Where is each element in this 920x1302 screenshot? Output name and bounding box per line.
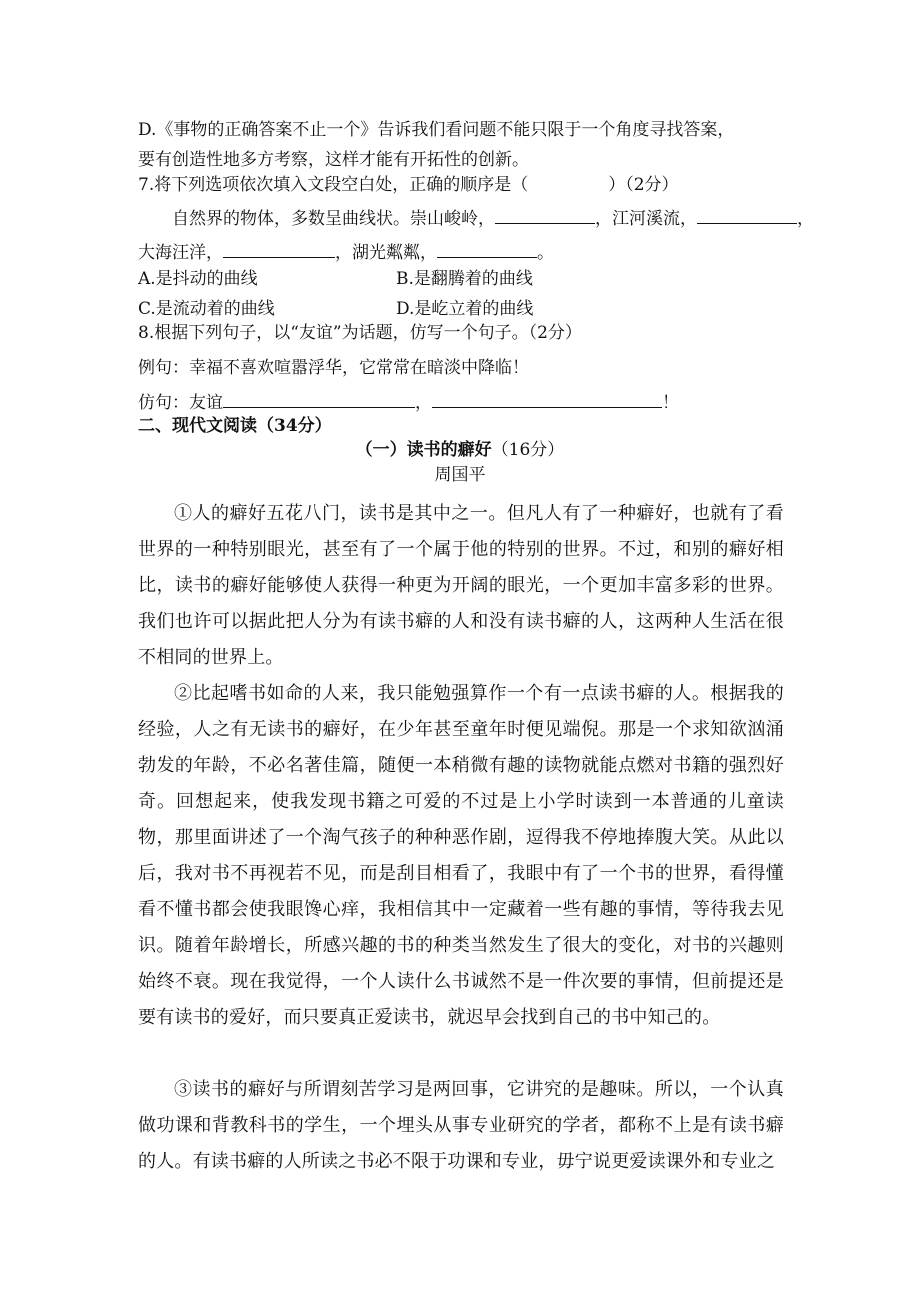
- q7-passage-line2: [138, 240, 788, 265]
- q8-imitation-end: ！: [662, 393, 679, 413]
- q8-imitation: [138, 390, 788, 415]
- q7-option-b: B.是翻腾着的曲线: [396, 269, 533, 289]
- article-paragraph-3: ③读书的癖好与所谓刻苦学习是两回事，它讲究的是趣味。所以，一个认真做功课和背教科书的学生，一个埋头从事专业研究的学者，都称不上是有读书癖的人。有读书癖的人所读之书必不限于功课和专业，毋宁说更爱读课外和专业之: [138, 1079, 784, 1172]
- q7-passage-part1: 自然界的物体，多数呈曲线状。崇山峻岭，: [172, 209, 495, 229]
- article-title: [0, 438, 920, 462]
- q7-passage-part5: ，湖光粼粼，: [335, 243, 437, 263]
- q7-passage-part3: ，: [797, 209, 814, 229]
- q7-option-d: D.是屹立着的曲线: [396, 299, 534, 319]
- q7-stem: [138, 173, 788, 197]
- q7-passage-line1: [172, 206, 872, 231]
- q8-stem: 8.根据下列句子，以“友谊”为话题，仿写一个句子。（2分）: [138, 323, 582, 343]
- q7-blank-1[interactable]: [495, 206, 595, 224]
- section-heading: 二、现代文阅读（34分）: [138, 416, 332, 436]
- q7-stem-end: ）（2分）: [608, 175, 679, 195]
- q6-option-d-line1: D.《事物的正确答案不止一个》告诉我们看问题不能只限于一个角度寻找答案，: [138, 120, 735, 140]
- q8-imitation-middle: ，: [415, 393, 432, 413]
- q7-passage-part4: 大海汪洋，: [138, 243, 223, 263]
- q7-stem-start: 7.将下列选项依次填入文段空白处，正确的顺序是（: [138, 175, 529, 195]
- q7-blank-2[interactable]: [697, 206, 797, 224]
- q7-option-a: A.是抖动的曲线: [138, 269, 258, 289]
- q7-passage-part2: ，江河溪流，: [595, 209, 697, 229]
- article-paragraph-2: ②比起嗜书如命的人来，我只能勉强算作一个有一点读书癖的人。根据我的经验，人之有无读书的癖好，在少年甚至童年时便见端倪。那是一个求知欲汹涌勃发的年龄，不必名著佳篇，随便一本稍微有趣的读物就能点燃对书籍的强烈好奇。回想起来，使我发现书籍之可爱的不过是上小学时读到一本普通的儿童读物，那里面讲述了一个淘气孩子的种种恶作剧，逗得我不停地捧腹大笑。从此以后，我对书不再视若不见，而是刮目相看了，我眼中有了一个书的世界，看得懂看不懂书都会使我眼馋心痒，我相信其中一定藏着一些有趣的事情，等待我去见识。随着年龄增长，所感兴趣的书的种类当然发生了很大的变化，对书的兴趣则始终不衰。现在我觉得，一个人读什么书诚然不是一件次要的事情，但前提还是要有读书的爱好，而只要真正爱读书，就迟早会找到自己的书中知己的。: [138, 683, 784, 1028]
- q8-blank-1[interactable]: [223, 390, 415, 408]
- article-title-text: （一）读书的癖好: [355, 440, 492, 460]
- q7-passage-part6: 。: [537, 243, 554, 263]
- q8-imitation-prefix: 仿句：友谊: [138, 393, 223, 413]
- article-author: 周国平: [434, 465, 486, 485]
- q8-example: 例句：幸福不喜欢喧嚣浮华，它常常在暗淡中降临！: [138, 358, 529, 378]
- q7-option-c: C.是流动着的曲线: [138, 299, 275, 319]
- q7-blank-3[interactable]: [223, 240, 335, 258]
- article-paragraph-1: ①人的癖好五花八门，读书是其中之一。但凡人有了一种癖好，也就有了看世界的一种特别眼光，甚至有了一个属于他的特别的世界。不过，和别的癖好相比，读书的癖好能够使人获得一种更为开阔的眼光，一个更加丰富多彩的世界。我们也许可以据此把人分为有读书癖的人和没有读书癖的人，这两种人生活在很不相同的世界上。: [138, 503, 784, 668]
- article-title-score: （16分）: [491, 440, 565, 460]
- q7-blank-4[interactable]: [437, 240, 537, 258]
- q6-option-d-line2: 要有创造性地多方考察，这样才能有开拓性的创新。: [138, 150, 529, 170]
- q8-blank-2[interactable]: [432, 390, 662, 408]
